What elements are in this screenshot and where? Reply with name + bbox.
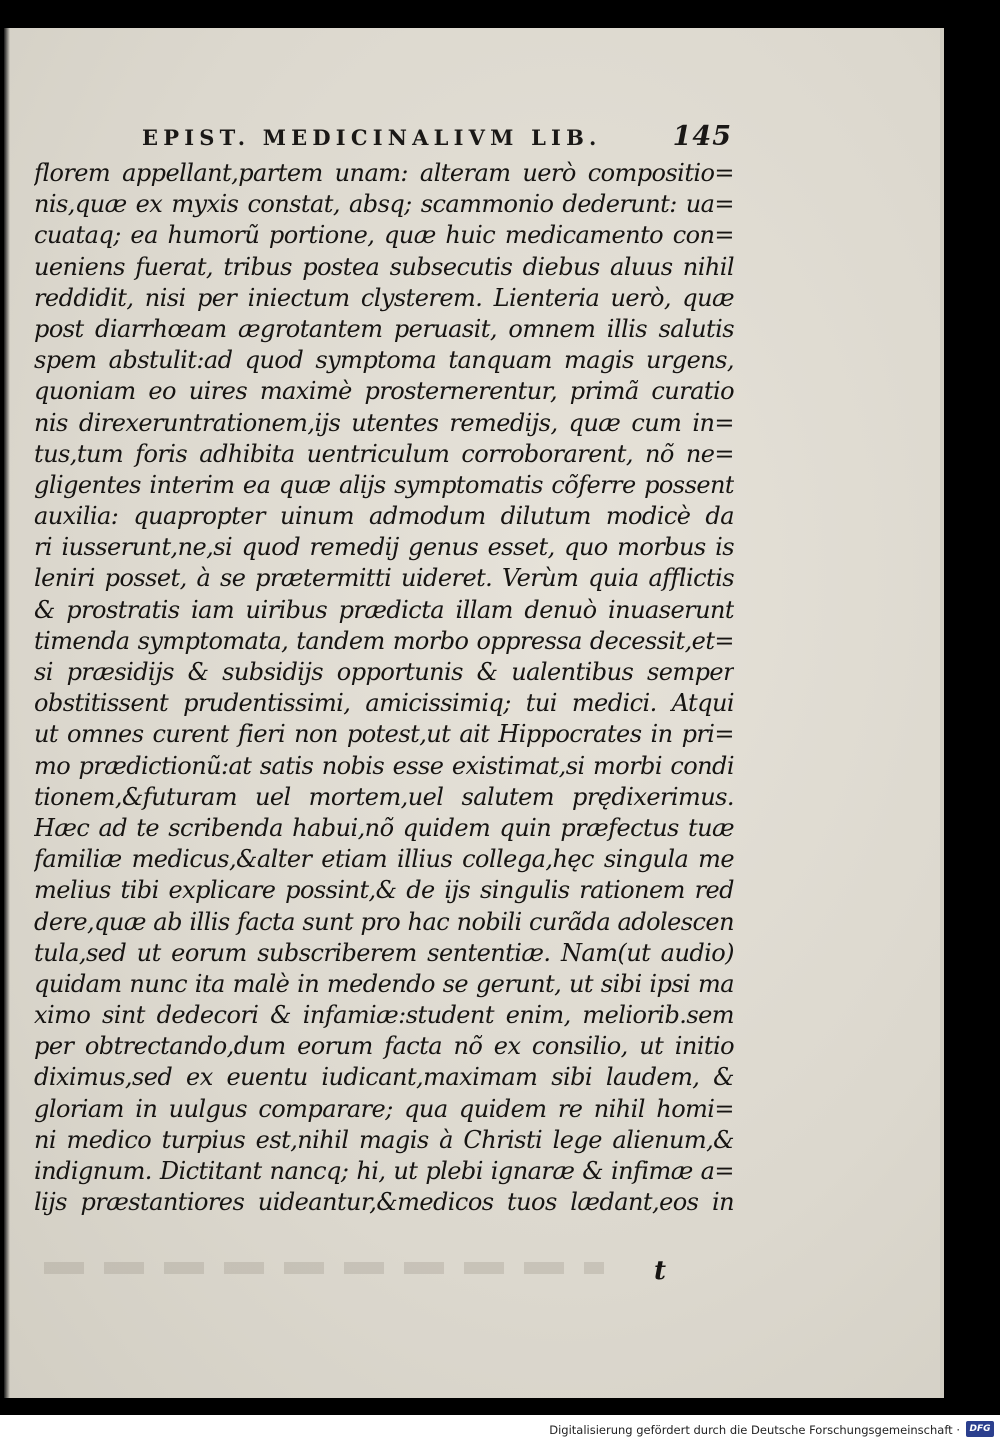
text-line: tus,tum foris adhibita uentriculum corroborarent, nõ ne= [34, 439, 734, 468]
text-line: ut omnes curent fieri non potest,ut ait Hippocrates in pri= [34, 720, 734, 749]
text-line: dere,quæ ab illis facta sunt pro hac nobili curãda adolescen [34, 907, 734, 936]
catchword: t [654, 1256, 667, 1286]
text-line: post diarrhœam ægrotantem peruasit, omnem illis salutis [34, 314, 734, 343]
book-page [4, 28, 944, 1398]
text-line: gloriam in uulgus comparare; qua quidem re nihil homi= [34, 1094, 734, 1123]
text-line: cuataq; ea humorũ portione, quæ huic medicamento con= [34, 221, 734, 250]
text-line: gligentes interim ea quæ alijs symptomatis cõferre possent [34, 470, 734, 499]
text-line: leniri posset, à se prætermitti uideret. Verùm quia afflictis [34, 564, 734, 593]
text-line: indignum. Dictitant nancq; hi, ut plebi ignaræ & infimæ a= [34, 1157, 734, 1185]
text-line: nis,quæ ex myxis constat, absq; scammonio dederunt: ua= [34, 190, 734, 219]
text-line: tionem,&futuram uel mortem,uel salutem prędixerimus. [34, 782, 734, 811]
text-line: ri iusserunt,ne,si quod remedij genus esset, quo morbus is [34, 533, 734, 562]
text-line: si præsidijs & subsidijs opportunis & ualentibus semper [34, 658, 734, 686]
footer-credit: Digitalisierung gefördert durch die Deutsche Forschungsgemeinschaft · [549, 1423, 960, 1437]
text-line: timenda symptomata, tandem morbo oppressa decessit,et= [34, 626, 734, 655]
text-line: tula,sed ut eorum subscriberem sententiæ. Nam(ut audio) [34, 938, 734, 967]
text-line: ueniens fuerat, tribus postea subsecutis diebus aluus nihil [34, 252, 734, 281]
running-head [142, 123, 732, 157]
text-line: familiæ medicus,&alter etiam illius collega,hęc singula me [34, 845, 734, 874]
text-line: quoniam eo uires maximè prosternerentur, primã curatio [34, 377, 734, 406]
text-line: quidam nunc ita malè in medendo se gerunt, ut sibi ipsi ma [34, 969, 734, 998]
text-line: ximo sint dedecori & infamiæ:student enim, meliorib.sem [34, 1001, 734, 1030]
text-line: & prostratis iam uiribus prædicta illam denuò inuaserunt [34, 595, 734, 624]
text-line: per obtrectando,dum eorum facta nõ ex consilio, ut initio [34, 1032, 734, 1061]
text-line: auxilia: quapropter uinum admodum dilutum modicè da [34, 502, 734, 531]
text-line: reddidit, nisi per iniectum clysterem. Lienteria uerò, quæ [34, 283, 734, 312]
text-line: nis direxeruntrationem,ijs utentes remedijs, quæ cum in= [34, 408, 734, 437]
page-number: 145 [672, 121, 732, 152]
digitization-footer [0, 1415, 1000, 1447]
text-line: diximus,sed ex euentu iudicant,maximam sibi laudem, & [34, 1063, 734, 1092]
text-line: melius tibi explicare possint,& de ijs singulis rationem red [34, 876, 734, 905]
text-line: ni medico turpius est,nihil magis à Christi lege alienum,& [34, 1125, 734, 1154]
text-line: mo prædictionũ:at satis nobis esse existimat,si morbi condi [34, 751, 734, 780]
text-line: lijs præstantiores uideantur,&medicos tuos lædant,eos in [34, 1188, 734, 1217]
running-head-title: EPIST. MEDICINALIVM LIB. [142, 125, 602, 150]
page-edge-shadow [4, 28, 10, 1398]
text-line: florem appellant,partem unam: alteram uerò compositio= [34, 159, 734, 187]
dfg-logo-icon: DFG [966, 1421, 994, 1437]
body-text [34, 158, 734, 1218]
text-line: Hæc ad te scribenda habui,nõ quidem quin præfectus tuæ [34, 813, 734, 842]
text-line: obstitissent prudentissimi, amicissimiq; tui medici. Atqui [34, 689, 734, 718]
show-through-text [44, 1262, 604, 1274]
text-line: spem abstulit:ad quod symptoma tanquam magis urgens, [34, 346, 734, 375]
